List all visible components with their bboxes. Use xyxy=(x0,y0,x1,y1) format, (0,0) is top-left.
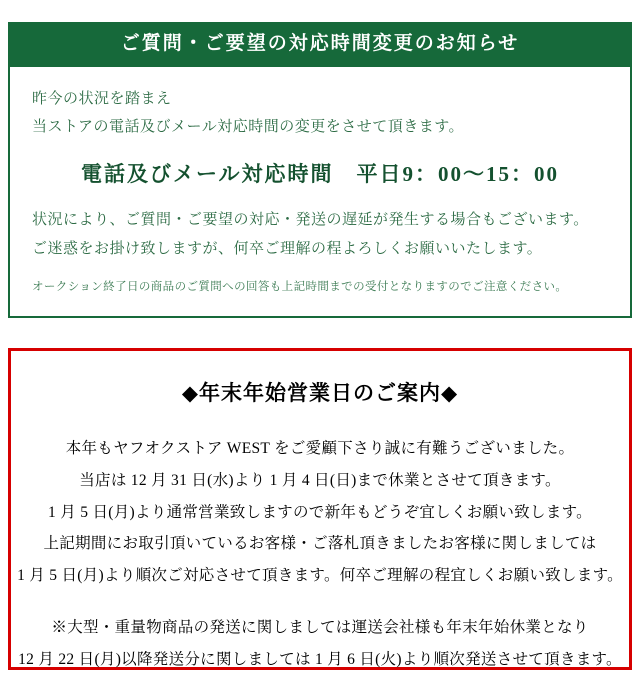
green-notice-panel xyxy=(8,22,632,318)
red-notice-p1-line-5: 1 月 5 日(月)より順次ご対応させて頂きます。何卒ご理解の程宜しくお願い致します。 xyxy=(17,567,623,585)
green-notice-line-2: 当ストアの電話及びメール対応時間の変更をさせて頂きます。 xyxy=(32,119,465,136)
green-notice-body xyxy=(10,67,630,317)
green-notice-line-1: 昨今の状況を踏まえ xyxy=(32,90,172,107)
green-notice-header: ご質問・ご要望の対応時間変更のお知らせ xyxy=(10,24,630,67)
red-notice-title: ◆年末年始営業日のご案内◆ xyxy=(181,381,459,405)
red-notice-p1-line-2: 当店は 12 月 31 日(水)より 1 月 4 日(日)まで休業とさせて頂きます。 xyxy=(79,471,561,489)
red-notice-p1-line-1: 本年もヤフオクストア WEST をご愛顧下さり誠に有難うございました。 xyxy=(65,440,575,457)
green-notice-note-1: 状況により、ご質問・ご要望の対応・発送の遅延が発生する場合もございます。 xyxy=(32,211,589,228)
green-notice-small-note: オークション終了日の商品のご質問への回答も上記時間までの受付となりますのでご注意ください。 xyxy=(32,281,568,294)
red-notice-p2-line-1: ※大型・重量物商品の発送に関しましては運送会社様も年末年始休業となり xyxy=(51,618,589,636)
red-notice-p1-line-3: 1 月 5 日(月)より通常営業致しますので新年もどうぞ宜しくお願い致します。 xyxy=(48,503,592,521)
red-notice-p2-line-2: 12 月 22 日(月)以降発送分に関しましては 1 月 6 日(火)より順次発送させて頂きます。 xyxy=(18,650,622,668)
red-notice-panel xyxy=(8,348,632,670)
red-notice-body xyxy=(11,433,629,675)
red-notice-spacer xyxy=(11,592,629,612)
red-notice-p1-line-4: 上記期間にお取引頂いているお客様・ご落札頂きましたお客様に関しましては xyxy=(43,535,597,553)
green-notice-note-2: ご迷惑をお掛け致しますが、何卒ご理解の程よろしくお願いいたします。 xyxy=(32,241,543,258)
green-notice-hours: 電話及びメール対応時間 平日9：00〜15：00 xyxy=(80,161,560,186)
